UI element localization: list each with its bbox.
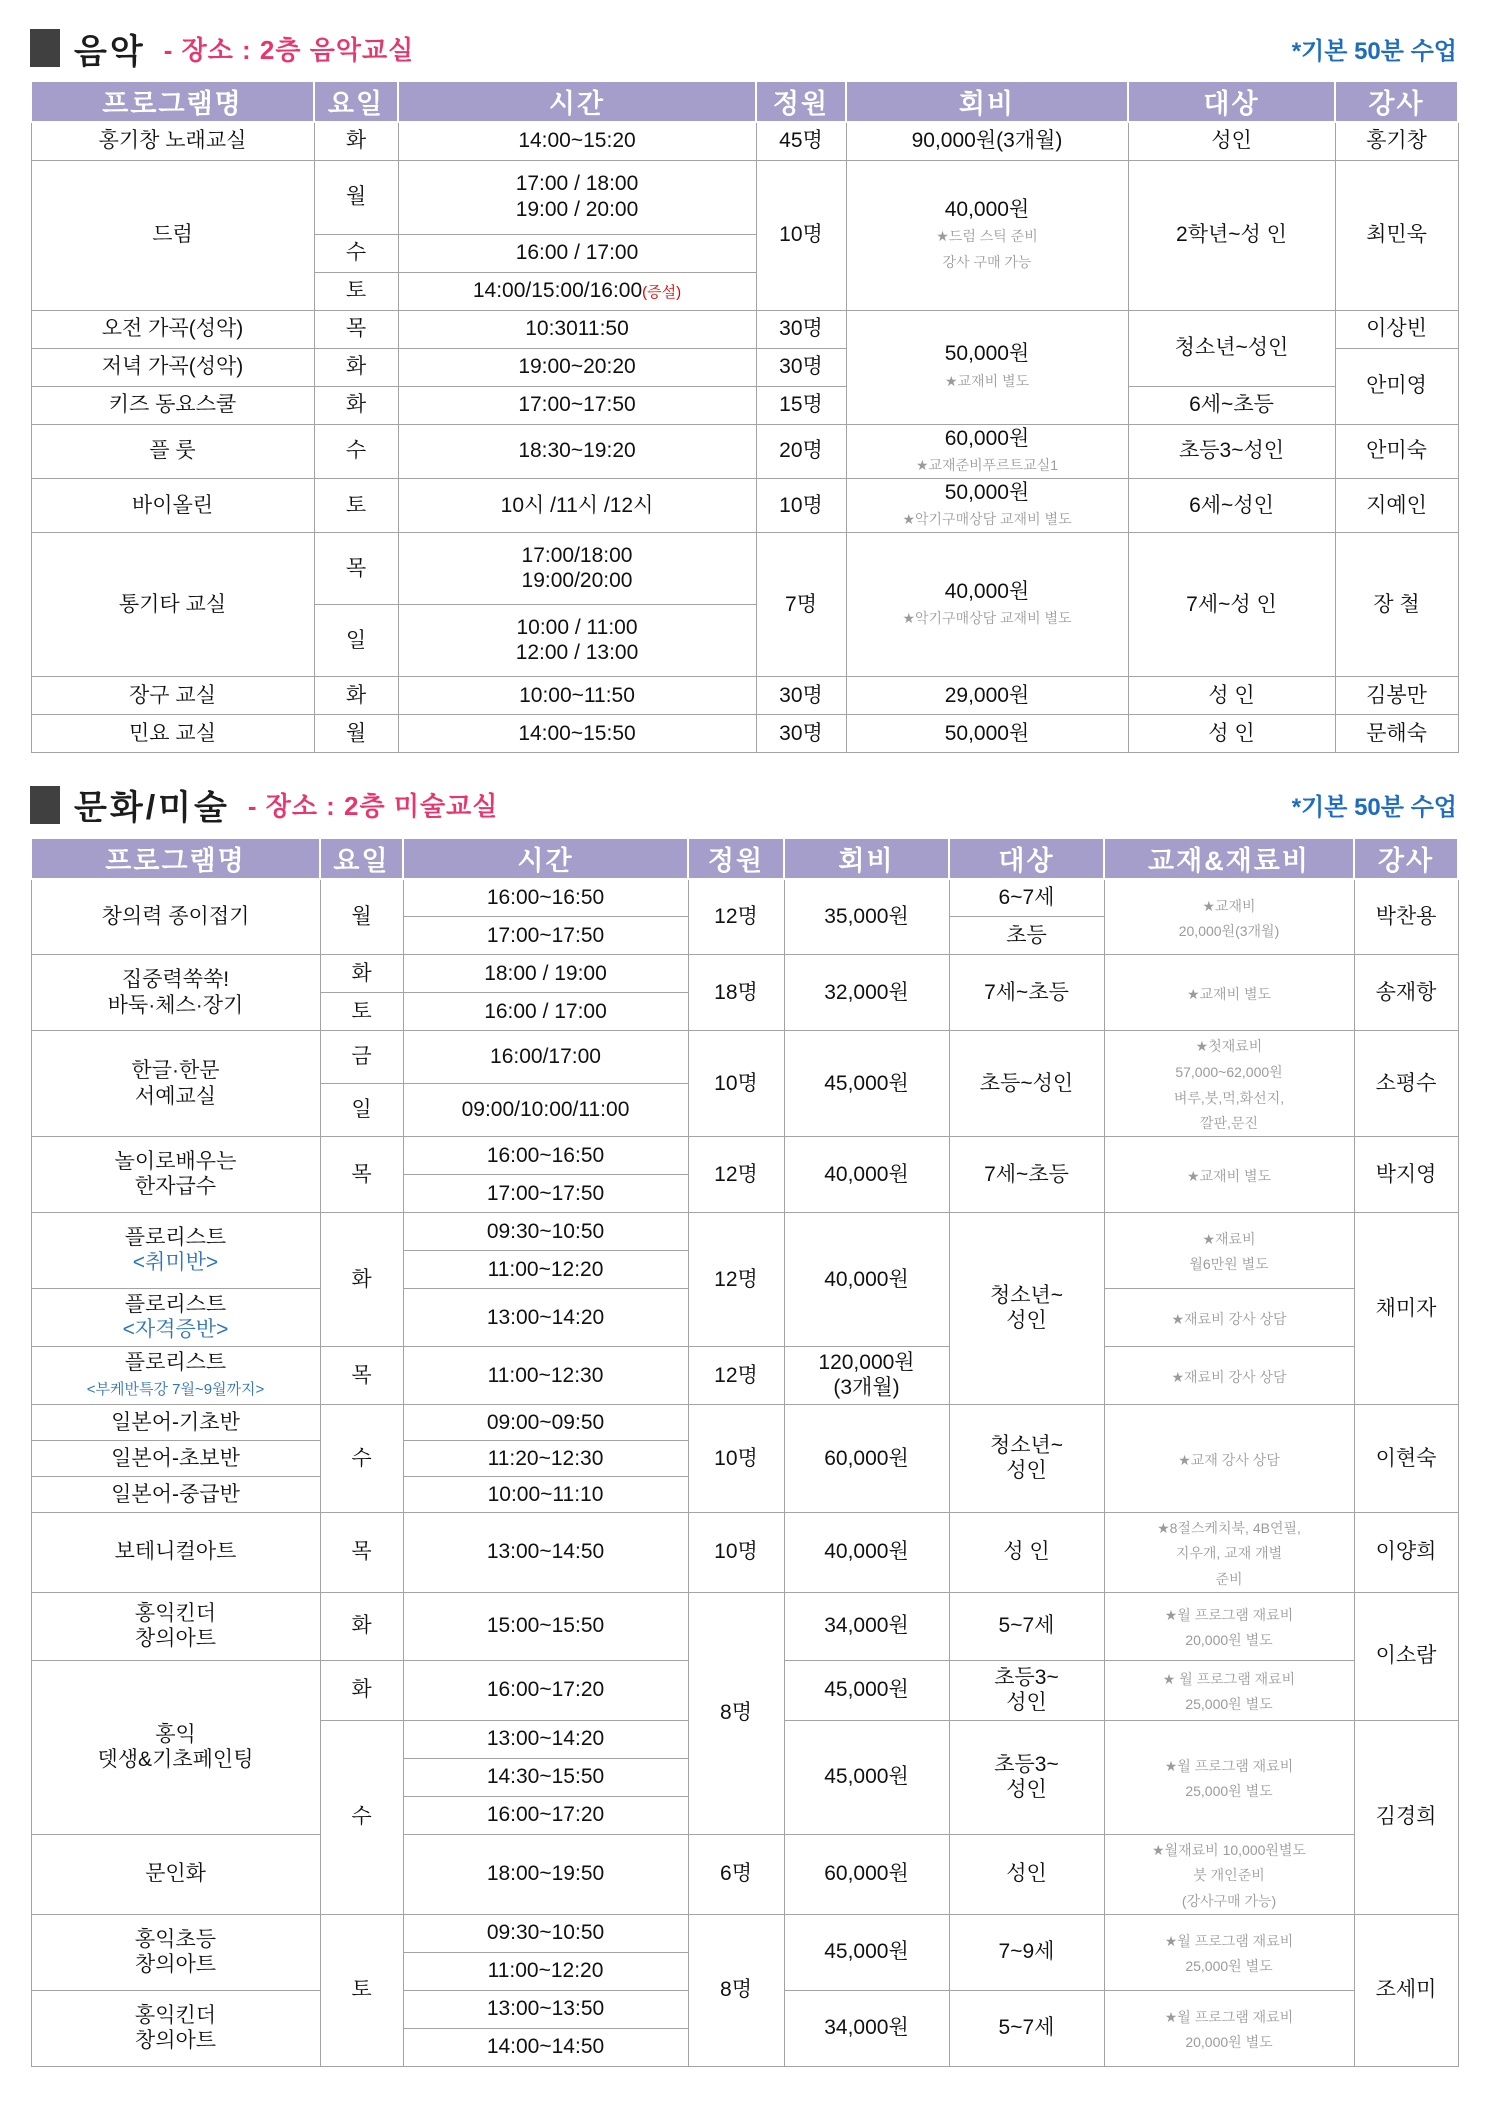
fee-cell: 40,000원: [784, 1512, 949, 1592]
time-cell: 17:00 / 18:00 19:00 / 20:00: [398, 160, 756, 234]
program-cell: 홍익킨더 창의아트: [31, 1592, 320, 1660]
fee-cell: 40,000원 ★악기구매상담 교재비 별도: [846, 532, 1128, 676]
column-header: 정원: [688, 838, 784, 879]
table-row: [31, 879, 1458, 917]
program-cell: 플로리스트 <취미반>: [31, 1212, 320, 1288]
teacher-cell: 박찬용: [1354, 879, 1458, 955]
section-title: 문화/미술: [74, 789, 230, 828]
culture-art-schedule-table: [30, 837, 1459, 2067]
capacity-cell: 30명: [756, 348, 846, 386]
fee-cell: 29,000원: [846, 676, 1128, 714]
day-cell: 월: [320, 879, 403, 955]
table-row: [31, 1031, 1458, 1084]
table-row: [31, 1914, 1458, 1952]
day-cell: 월: [314, 160, 398, 234]
column-header: 대상: [1128, 81, 1335, 122]
target-cell: 청소년~ 성인: [949, 1212, 1104, 1404]
materials-cell: ★교재 강사 상담: [1104, 1404, 1354, 1512]
fee-cell: 50,000원: [846, 714, 1128, 752]
time-cell: 09:00/10:00/11:00: [403, 1084, 688, 1137]
time-cell: 16:00/17:00: [403, 1031, 688, 1084]
program-cell: 장구 교실: [31, 676, 314, 714]
time-cell: 16:00~16:50: [403, 1136, 688, 1174]
materials-cell: ★첫재료비 57,000~62,000원 벼루,붓,먹,화선지, 깔판,문진: [1104, 1031, 1354, 1136]
day-cell: 목: [320, 1136, 403, 1212]
time-cell: 15:00~15:50: [403, 1592, 688, 1660]
time-cell: 14:00~15:50: [398, 714, 756, 752]
teacher-cell: 이현숙: [1354, 1404, 1458, 1512]
fee-cell: 90,000원(3개월): [846, 122, 1128, 160]
table-row: [31, 1404, 1458, 1440]
teacher-cell: 김경희: [1354, 1720, 1458, 1914]
column-header: 회비: [846, 81, 1128, 122]
column-header: 교재&재료비: [1104, 838, 1354, 879]
teacher-cell: 이소람: [1354, 1592, 1458, 1720]
materials-cell: ★재료비 강사 상담: [1104, 1288, 1354, 1346]
target-cell: 청소년~ 성인: [949, 1404, 1104, 1512]
time-cell: 17:00/18:00 19:00/20:00: [398, 532, 756, 604]
column-header: 대상: [949, 838, 1104, 879]
time-cell: 09:30~10:50: [403, 1212, 688, 1250]
section-culture-header: [30, 781, 1457, 829]
day-cell: 수: [320, 1404, 403, 1512]
time-cell: 10:00~11:10: [403, 1476, 688, 1512]
fee-cell: 50,000원 ★교재비 별도: [846, 310, 1128, 424]
section-music: [30, 24, 1457, 753]
day-cell: 화: [320, 1660, 403, 1720]
teacher-cell: 최민욱: [1335, 160, 1458, 310]
target-cell: 성인: [1128, 122, 1335, 160]
time-cell: 14:00/15:00/16:00(증설): [398, 272, 756, 310]
teacher-cell: 지예인: [1335, 478, 1458, 532]
target-cell: 초등3~ 성인: [949, 1660, 1104, 1720]
day-cell: 목: [320, 1346, 403, 1404]
teacher-cell: 안미숙: [1335, 424, 1458, 478]
program-cell: 일본어-중급반: [31, 1476, 320, 1512]
program-cell: 놀이로배우는 한자급수: [31, 1136, 320, 1212]
day-cell: 화: [314, 122, 398, 160]
teacher-cell: 이상빈: [1335, 310, 1458, 348]
target-cell: 7세~초등: [949, 955, 1104, 1031]
section-music-header: [30, 24, 1457, 72]
teacher-cell: 장 철: [1335, 532, 1458, 676]
capacity-cell: 10명: [756, 478, 846, 532]
teacher-cell: 박지영: [1354, 1136, 1458, 1212]
table-row: [31, 532, 1458, 604]
target-cell: 성인: [949, 1834, 1104, 1914]
column-header: 회비: [784, 838, 949, 879]
time-cell: 16:00~17:20: [403, 1660, 688, 1720]
time-cell: 16:00~17:20: [403, 1796, 688, 1834]
time-cell: 11:00~12:20: [403, 1250, 688, 1288]
program-cell: 오전 가곡(성악): [31, 310, 314, 348]
table-row: [31, 1834, 1458, 1914]
capacity-cell: 10명: [688, 1512, 784, 1592]
fee-cell: 45,000원: [784, 1914, 949, 1990]
table-row: [31, 386, 1458, 424]
materials-cell: ★ 월 프로그램 재료비 25,000원 별도: [1104, 1660, 1354, 1720]
time-cell: 13:00~14:50: [403, 1512, 688, 1592]
program-cell: 저녁 가곡(성악): [31, 348, 314, 386]
target-cell: 6세~초등: [1128, 386, 1335, 424]
time-cell: 10:3011:50: [398, 310, 756, 348]
capacity-cell: 30명: [756, 310, 846, 348]
section-duration-note: *기본 50분 수업: [1291, 794, 1457, 822]
program-cell: 홍익킨더 창의아트: [31, 1990, 320, 2066]
section-title: 음악: [74, 32, 146, 71]
target-cell: 6~7세: [949, 879, 1104, 917]
program-cell: 키즈 동요스쿨: [31, 386, 314, 424]
capacity-cell: 6명: [688, 1834, 784, 1914]
target-cell: 5~7세: [949, 1990, 1104, 2066]
program-cell: 보테니컬아트: [31, 1512, 320, 1592]
day-cell: 목: [314, 532, 398, 604]
time-cell: 18:00 / 19:00: [403, 955, 688, 993]
time-cell: 14:00~15:20: [398, 122, 756, 160]
target-cell: 성 인: [1128, 676, 1335, 714]
day-cell: 토: [314, 478, 398, 532]
target-cell: 청소년~성인: [1128, 310, 1335, 386]
fee-cell: 60,000원: [784, 1834, 949, 1914]
day-cell: 금: [320, 1031, 403, 1084]
capacity-cell: 8명: [688, 1592, 784, 1834]
day-cell: 목: [314, 310, 398, 348]
table-row: [31, 714, 1458, 752]
program-cell: 홍익초등 창의아트: [31, 1914, 320, 1990]
day-cell: 화: [314, 386, 398, 424]
section-location: - 장소 : 2층 음악교실: [163, 34, 415, 65]
fee-cell: 120,000원 (3개월): [784, 1346, 949, 1404]
capacity-cell: 10명: [688, 1031, 784, 1136]
fee-cell: 34,000원: [784, 1592, 949, 1660]
teacher-cell: 문해숙: [1335, 714, 1458, 752]
time-cell: 14:30~15:50: [403, 1758, 688, 1796]
table-row: [31, 310, 1458, 348]
materials-cell: ★교재비 별도: [1104, 1136, 1354, 1212]
capacity-cell: 12명: [688, 879, 784, 955]
day-cell: 일: [320, 1084, 403, 1137]
target-cell: 초등3~성인: [1128, 424, 1335, 478]
column-header: 시간: [398, 81, 756, 122]
time-cell: 13:00~14:20: [403, 1720, 688, 1758]
capacity-cell: 15명: [756, 386, 846, 424]
day-cell: 수: [320, 1720, 403, 1914]
day-cell: 수: [314, 424, 398, 478]
program-cell: 집중력쑥쑥! 바둑·체스·장기: [31, 955, 320, 1031]
time-cell: 18:00~19:50: [403, 1834, 688, 1914]
target-cell: 초등~성인: [949, 1031, 1104, 1136]
day-cell: 토: [320, 1914, 403, 2066]
program-cell: 민요 교실: [31, 714, 314, 752]
capacity-cell: 30명: [756, 714, 846, 752]
day-cell: 수: [314, 234, 398, 272]
table-row: [31, 478, 1458, 532]
table-header-row: [31, 81, 1458, 122]
teacher-cell: 홍기창: [1335, 122, 1458, 160]
section-culture-art: [30, 781, 1457, 2067]
time-cell: 11:20~12:30: [403, 1440, 688, 1476]
day-cell: 일: [314, 604, 398, 676]
column-header: 강사: [1335, 81, 1458, 122]
materials-cell: ★월재료비 10,000원별도 붓 개인준비 (강사구매 가능): [1104, 1834, 1354, 1914]
capacity-cell: 8명: [688, 1914, 784, 2066]
day-cell: 화: [320, 1212, 403, 1346]
time-cell: 09:00~09:50: [403, 1404, 688, 1440]
fee-cell: 34,000원: [784, 1990, 949, 2066]
fee-cell: 35,000원: [784, 879, 949, 955]
capacity-cell: 30명: [756, 676, 846, 714]
fee-cell: 40,000원: [784, 1212, 949, 1346]
day-cell: 토: [314, 272, 398, 310]
capacity-cell: 7명: [756, 532, 846, 676]
target-cell: 2학년~성 인: [1128, 160, 1335, 310]
program-cell: 홍익 뎃생&기초페인팅: [31, 1660, 320, 1834]
table-row: [31, 160, 1458, 234]
music-schedule-table: [30, 80, 1459, 753]
time-cell: 17:00~17:50: [403, 917, 688, 955]
time-cell: 17:00~17:50: [398, 386, 756, 424]
time-cell: 16:00 / 17:00: [398, 234, 756, 272]
target-cell: 성 인: [1128, 714, 1335, 752]
teacher-cell: 이양희: [1354, 1512, 1458, 1592]
teacher-cell: 김봉만: [1335, 676, 1458, 714]
day-cell: 화: [314, 348, 398, 386]
materials-cell: ★월 프로그램 재료비 25,000원 별도: [1104, 1720, 1354, 1834]
square-bullet-icon: [30, 29, 60, 67]
program-cell: 일본어-초보반: [31, 1440, 320, 1476]
fee-cell: 45,000원: [784, 1720, 949, 1834]
program-cell: 플 룻: [31, 424, 314, 478]
teacher-cell: 채미자: [1354, 1212, 1458, 1404]
column-header: 요일: [314, 81, 398, 122]
column-header: 강사: [1354, 838, 1458, 879]
capacity-cell: 18명: [688, 955, 784, 1031]
table-row: [31, 955, 1458, 993]
capacity-cell: 12명: [688, 1212, 784, 1346]
fee-cell: 60,000원: [784, 1404, 949, 1512]
materials-cell: ★교재비 별도: [1104, 955, 1354, 1031]
table-header-row: [31, 838, 1458, 879]
table-row: [31, 1592, 1458, 1660]
time-cell: 14:00~14:50: [403, 2028, 688, 2066]
capacity-cell: 12명: [688, 1136, 784, 1212]
time-cell: 13:00~13:50: [403, 1990, 688, 2028]
table-row: [31, 1212, 1458, 1250]
capacity-cell: 45명: [756, 122, 846, 160]
fee-cell: 40,000원: [784, 1136, 949, 1212]
materials-cell: ★8절스케치북, 4B연필, 지우개, 교재 개별 준비: [1104, 1512, 1354, 1592]
time-cell: 10시 /11시 /12시: [398, 478, 756, 532]
teacher-cell: 소평수: [1354, 1031, 1458, 1136]
time-cell: 10:00 / 11:00 12:00 / 13:00: [398, 604, 756, 676]
teacher-cell: 조세미: [1354, 1914, 1458, 2066]
capacity-cell: 10명: [688, 1404, 784, 1512]
section-location: - 장소 : 2층 미술교실: [247, 791, 499, 822]
target-cell: 7세~초등: [949, 1136, 1104, 1212]
time-cell: 10:00~11:50: [398, 676, 756, 714]
materials-cell: ★재료비 월6만원 별도: [1104, 1212, 1354, 1288]
time-cell: 09:30~10:50: [403, 1914, 688, 1952]
fee-cell: 60,000원 ★교재준비푸르트교실1: [846, 424, 1128, 478]
capacity-cell: 10명: [756, 160, 846, 310]
time-cell: 16:00 / 17:00: [403, 993, 688, 1031]
program-cell: 창의력 종이접기: [31, 879, 320, 955]
materials-cell: ★월 프로그램 재료비 25,000원 별도: [1104, 1914, 1354, 1990]
materials-cell: ★재료비 강사 상담: [1104, 1346, 1354, 1404]
column-header: 프로그램명: [31, 81, 314, 122]
table-row: [31, 1346, 1458, 1404]
target-cell: 초등3~ 성인: [949, 1720, 1104, 1834]
table-row: [31, 1136, 1458, 1174]
teacher-cell: 송재항: [1354, 955, 1458, 1031]
program-cell: 드럼: [31, 160, 314, 310]
time-cell: 19:00~20:20: [398, 348, 756, 386]
materials-cell: ★교재비 20,000원(3개월): [1104, 879, 1354, 955]
program-cell: 통기타 교실: [31, 532, 314, 676]
day-cell: 화: [314, 676, 398, 714]
table-row: [31, 424, 1458, 478]
column-header: 시간: [403, 838, 688, 879]
time-cell: 11:00~12:20: [403, 1952, 688, 1990]
day-cell: 목: [320, 1512, 403, 1592]
fee-cell: 40,000원 ★드럼 스틱 준비 강사 구매 가능: [846, 160, 1128, 310]
square-bullet-icon: [30, 786, 60, 824]
time-cell: 16:00~16:50: [403, 879, 688, 917]
time-cell: 18:30~19:20: [398, 424, 756, 478]
materials-cell: ★월 프로그램 재료비 20,000원 별도: [1104, 1592, 1354, 1660]
column-header: 프로그램명: [31, 838, 320, 879]
day-cell: 화: [320, 1592, 403, 1660]
program-cell: 홍기창 노래교실: [31, 122, 314, 160]
target-cell: 6세~성인: [1128, 478, 1335, 532]
fee-cell: 32,000원: [784, 955, 949, 1031]
day-cell: 토: [320, 993, 403, 1031]
fee-cell: 50,000원 ★악기구매상담 교재비 별도: [846, 478, 1128, 532]
fee-cell: 45,000원: [784, 1660, 949, 1720]
time-cell: 17:00~17:50: [403, 1174, 688, 1212]
program-cell: 문인화: [31, 1834, 320, 1914]
table-row: [31, 676, 1458, 714]
target-cell: 7~9세: [949, 1914, 1104, 1990]
program-cell: 일본어-기초반: [31, 1404, 320, 1440]
target-cell: 5~7세: [949, 1592, 1104, 1660]
target-cell: 초등: [949, 917, 1104, 955]
target-cell: 7세~성 인: [1128, 532, 1335, 676]
time-cell: 11:00~12:30: [403, 1346, 688, 1404]
table-row: [31, 1512, 1458, 1592]
materials-cell: ★월 프로그램 재료비 20,000원 별도: [1104, 1990, 1354, 2066]
column-header: 정원: [756, 81, 846, 122]
day-cell: 월: [314, 714, 398, 752]
program-cell: 바이올린: [31, 478, 314, 532]
capacity-cell: 12명: [688, 1346, 784, 1404]
day-cell: 화: [320, 955, 403, 993]
program-cell: 플로리스트 <자격증반>: [31, 1288, 320, 1346]
fee-cell: 45,000원: [784, 1031, 949, 1136]
time-cell: 13:00~14:20: [403, 1288, 688, 1346]
capacity-cell: 20명: [756, 424, 846, 478]
table-row: [31, 122, 1458, 160]
column-header: 요일: [320, 838, 403, 879]
teacher-cell: 안미영: [1335, 348, 1458, 424]
program-cell: 플로리스트 <부케반특강 7월~9월까지>: [31, 1346, 320, 1404]
program-cell: 한글·한문 서예교실: [31, 1031, 320, 1136]
target-cell: 성 인: [949, 1512, 1104, 1592]
section-duration-note: *기본 50분 수업: [1291, 37, 1457, 65]
